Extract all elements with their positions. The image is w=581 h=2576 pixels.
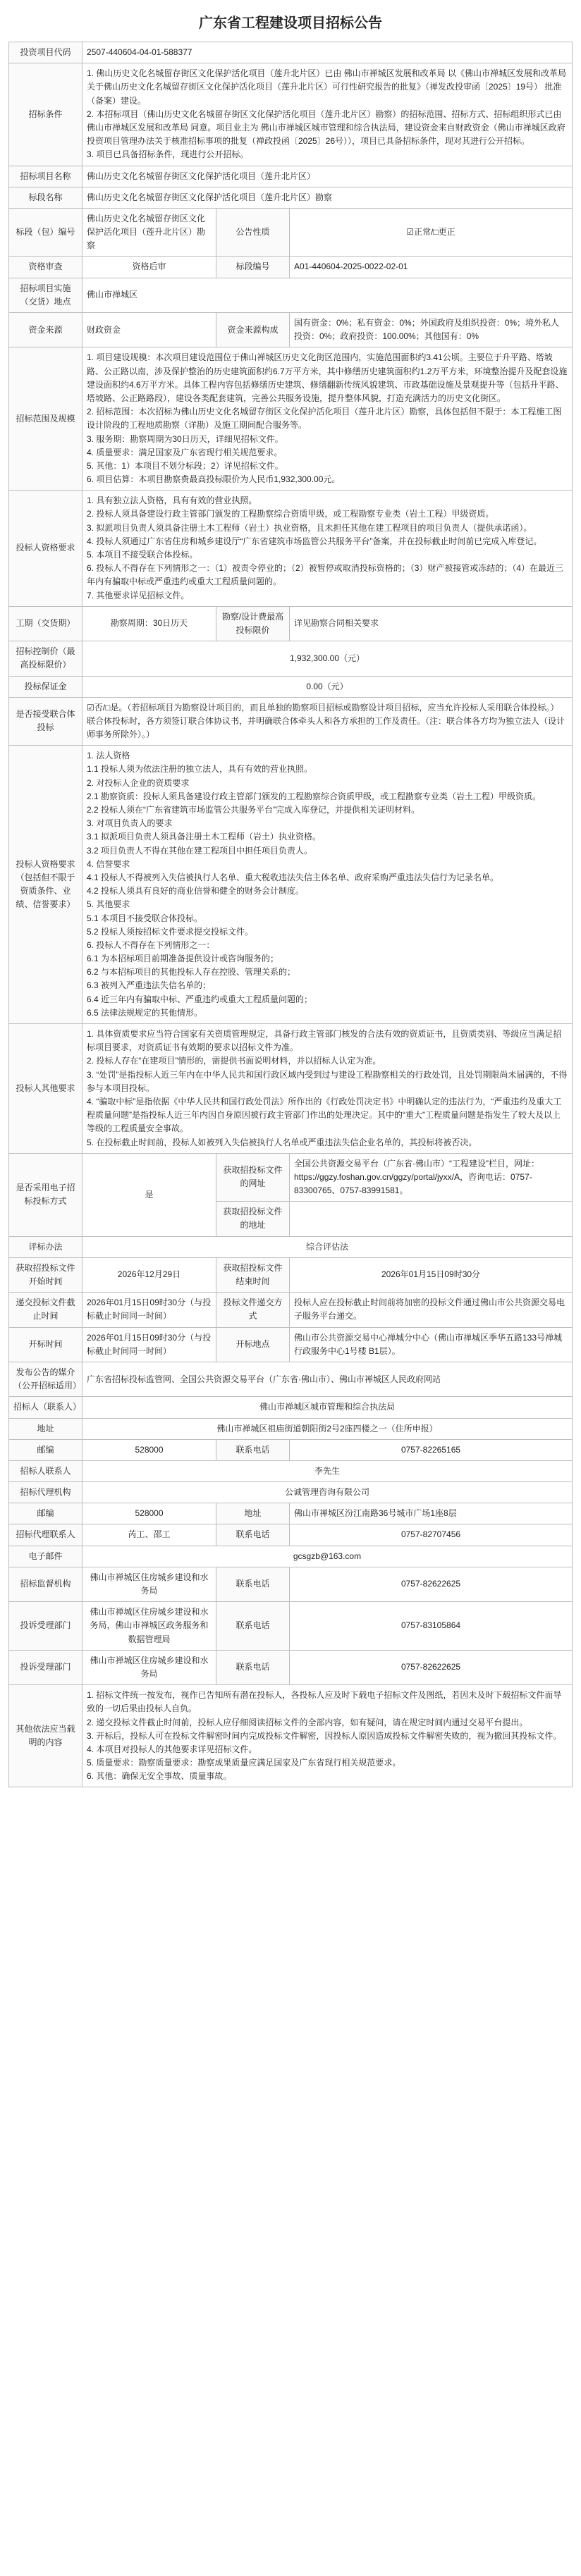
eval-method-label: 评标办法 (9, 1236, 82, 1257)
supervisor-value: 佛山市禅城区住房城乡建设和水务局 (82, 1567, 216, 1601)
design-price-value: 详见勘察合同相关要求 (290, 606, 573, 641)
project-code-label: 投资项目代码 (9, 42, 82, 63)
row-project-code (9, 42, 573, 63)
other-req-label: 投标人其他要求 (9, 1024, 82, 1154)
supervisor-tel-value: 0757-82622625 (290, 1567, 573, 1601)
submit-method-value: 投标人应在投标截止时间前将加密的投标文件通过佛山市公共资源交易电子服务平台递交。 (290, 1293, 573, 1327)
row-agency (9, 1482, 573, 1503)
notice-table (8, 42, 573, 1787)
complaint2-value: 佛山市禅城区住房城乡建设和水务局 (82, 1650, 216, 1684)
media-label: 发布公告的媒介（公开招标适用） (9, 1362, 82, 1396)
page-title: 广东省工程建设项目招标公告 (199, 16, 382, 31)
row-deadline (9, 1293, 573, 1327)
row-period (9, 606, 573, 641)
notice-page (8, 0, 573, 1801)
complaint-label: 投诉受理部门 (9, 1602, 82, 1651)
other-value: 1. 招标文件统一按发布，视作已告知所有潜在投标人，各投标人应及时下载电子招标文件及图纸，若因未及时下载招标文件而导致的一切后果由投标人自负。 2. 递交投标文件截止时间前，投标人应仔细阅读招标文件的全部内容，如有疑问，请在规定时间内通过交易平台提出。 3. 开标后，投标人可在投标文件解密时间内完成投标文件解密，因投标人原因造成投标文件解密失败的，视为撤回其投标文件。 4. 本项目对投标人的其他要求详见招标文件。 5. 质量要求：勘察质量要求：勘察成果质量应满足国家及广东省现行相关规范要求。 6. 其他：确保无安全事故、质量事故。 (82, 1685, 573, 1787)
row-eval-method (9, 1236, 573, 1257)
row-scope (9, 347, 573, 491)
deadline-label: 递交投标文件截止时间 (9, 1293, 82, 1327)
row-tenderer-zip (9, 1439, 573, 1460)
row-tenderer (9, 1397, 573, 1418)
tenderer-addr-label: 地址 (9, 1418, 82, 1439)
supervisor-tel-label: 联系电话 (216, 1567, 290, 1601)
other-label: 其他依法应当载明的内容 (9, 1685, 82, 1787)
row-consortium (9, 697, 573, 746)
section-code-value: A01-440604-2025-0022-02-01 (290, 257, 573, 278)
bidder-req-text-value: 1. 具有独立法人资格，具有有效的营业执照。 2. 投标人须具备建设行政主管部门颁发的工程勘察综合资质甲级，或工程勘察专业类（岩土工程）甲级资质。 3. 拟派项目负责人须具备注册土木工程师（岩土）执业资格，且未担任其他在建工程项目的项目负责人（提供承诺函）。 4. 投标人须通过广东省住房和城乡建设厅“广东省建筑市场监管公共服务平台”备案，并在投标截止时间前已完成入库登记。 5. 本项目不接受联合体投标。 6. 投标人不得存在下列情形之一：（1）被责令停业的；（2）被暂停或取消投标资格的；（3）财产被接管或冻结的；（4）在最近三年内有骗取中标或严重违约或重大工程质量问题的。 7. 其他要求详见招标文件。 (82, 491, 573, 607)
platform2-value (290, 1202, 573, 1236)
agency-tel-value: 0757-82707456 (290, 1524, 573, 1546)
row-qualification-detail (9, 746, 573, 1024)
agency-label: 招标代理机构 (9, 1482, 82, 1503)
scope-value: 1. 项目建设规模：本次项目建设范围位于佛山禅城区历史文化街区范围内，实施范围面积约3.41公顷。主要位于升平路、塔坡路、公正路以南，涉及保护整治的历史建筑面积约6.7万平方米，其中修缮历史建筑面积约1.2万平方米，环境整治提升及配套设施建设面积约4.6万平方米。具体工程内容包括修缮历史建筑、修缮翻新传统风貌建筑、市政基础设施及景观提升等（包括升平路、塔坡路、公正路路段），建设各类配套建筑，完善公共服务设施，提升整体风貌，打造充满活力的历史文化街区。 2. 招标范围：本次招标为佛山历史文化名城留存街区文化保护活化项目（莲升北片区）勘察，具体包括但不限于：本工程施工图设计阶段的工程地质勘察（详勘）及施工期间配合服务等。 3. 服务期：勘察周期为30日历天，详细见招标文件。 4. 质量要求：满足国家及广东省现行相关规范要求。 5. 其他：1）本项目不划分标段；2）详见招标文件。 6. 项目估算：本项目勘察费最高投标限价为人民币1,932,300.00元。 (82, 347, 573, 491)
period-label: 工期（交货期） (9, 606, 82, 641)
period-value: 勘察周期：30日历天 (82, 606, 216, 641)
agency-email-label: 电子邮件 (9, 1546, 82, 1567)
funding-structure-label: 资金来源构成 (216, 313, 290, 347)
complaint-tel-label: 联系电话 (216, 1602, 290, 1651)
section-code-label: 标段编号 (216, 257, 290, 278)
tenderer-addr-value: 佛山市禅城区祖庙街道朝阳街2号2座四楼之一（住所申报） (82, 1418, 573, 1439)
qualification-detail-value: 1. 法人资格 1.1 投标人须为依法注册的独立法人，具有有效的营业执照。 2. 对投标人企业的资质要求 2.1 勘察资质：投标人须具备建设行政主管部门颁发的工程勘察综合资质甲级，或工程勘察专业类（岩土工程）甲级资质。 2.2 投标人须在“广东省建筑市场监管公共服务平台”完成入库登记，并提供相关证明材料。 3. 对项目负责人的要求 3.1 拟派项目负责人须具备注册土木工程师（岩土）执业资格。 3.2 项目负责人不得在其他在建工程项目中担任项目负责人。 4. 信誉要求 4.1 投标人不得被列入失信被执行人名单、重大税收违法失信主体名单、政府采购严重违法失信行为记录名单。 4.2 投标人须具有良好的商业信誉和健全的财务会计制度。 5. 其他要求 5.1 本项目不接受联合体投标。 5.2 投标人须按招标文件要求提交投标文件。 6. 投标人不得存在下列情形之一： 6.1 为本招标项目前期准备提供设计或咨询服务的； 6.2 与本招标项目的其他投标人存在控股、管理关系的； 6.3 被列入严重违法失信名单的； 6.4 近三年内有骗取中标、严重违约或重大工程质量问题的； 6.5 法律法规规定的其他情形。 (82, 746, 573, 1024)
project-name-value: 佛山历史文化名城留存街区文化保护活化项目（莲升北片区） (82, 166, 573, 187)
opening-place-value: 佛山市公共资源交易中心禅城分中心（佛山市禅城区季华五路133号禅城行政服务中心1号楼 B1层）。 (290, 1327, 573, 1362)
row-media (9, 1362, 573, 1396)
agency-value: 公诚管理咨询有限公司 (82, 1482, 573, 1503)
complaint2-label: 投诉受理部门 (9, 1650, 82, 1684)
location-label: 招标项目实施（交货）地点 (9, 278, 82, 312)
doc-end-value: 2026年01月15日09时30分 (290, 1257, 573, 1292)
submit-method-label: 投标文件递交方式 (216, 1293, 290, 1327)
row-project-name (9, 166, 573, 187)
row-doc-time (9, 1257, 573, 1292)
doc-end-label: 获取招投标文件结束时间 (216, 1257, 290, 1292)
deadline-value: 2026年01月15日09时30分（与投标截止时间同一时间） (82, 1293, 216, 1327)
row-complaint-2 (9, 1650, 573, 1684)
tenderer-tel-value: 0757-82265165 (290, 1439, 573, 1460)
row-supervisor (9, 1567, 573, 1601)
qualification-label: 资格审查 (9, 257, 82, 278)
funding-value: 财政资金 (82, 313, 216, 347)
section-no-label: 标段（包）编号 (9, 208, 82, 257)
location-value: 佛山市禅城区 (82, 278, 573, 312)
electronic-label: 是否采用电子招标投标方式 (9, 1153, 82, 1236)
tenderer-zip-label: 邮编 (9, 1439, 82, 1460)
supervisor-label: 招标监督机构 (9, 1567, 82, 1601)
section-no-value: 佛山历史文化名城留存街区文化保护活化项目（莲升北片区）勘察 (82, 208, 216, 257)
tenderer-label: 招标人（联系人） (9, 1397, 82, 1418)
bid-limit-label: 招标控制价（最高投标限价） (9, 641, 82, 676)
row-tenderer-addr (9, 1418, 573, 1439)
row-funding (9, 313, 573, 347)
doc-start-label: 获取招投标文件开始时间 (9, 1257, 82, 1292)
agency-email-value[interactable]: gcsgzb@163.com (82, 1546, 573, 1567)
row-tenderer-contact (9, 1460, 573, 1481)
opening-label: 开标时间 (9, 1327, 82, 1362)
public-nature-value: ☑正常/□更正 (290, 208, 573, 257)
complaint-value: 佛山市禅城区住房城乡建设和水务局，佛山市禅城区政务服务和数据管理局 (82, 1602, 216, 1651)
eval-method-value: 综合评估法 (82, 1236, 573, 1257)
section-name-label: 标段名称 (9, 187, 82, 208)
row-agency-zip (9, 1503, 573, 1524)
row-opening (9, 1327, 573, 1362)
consortium-value: ☑否/□是。（若招标项目为勘察设计项目的，而且单独的勘察项目招标或勘察设计项目招标，应当允许投标人采用联合体投标。） 联合体投标时，各方须签订联合体协议书，并明确联合体牵头人和各方承担的工作及责任。（注：联合体各方均为独立法人（设计师事务所除外）。） (82, 697, 573, 746)
agency-addr-label: 地址 (216, 1503, 290, 1524)
bidder-req-text-label: 投标人资格要求 (9, 491, 82, 607)
media-value: 广东省招标投标监管网、全国公共资源交易平台（广东省·佛山市）、佛山市禅城区人民政府网站 (82, 1362, 573, 1396)
bid-limit-value: 1,932,300.00（元） (82, 641, 573, 676)
guarantee-label: 投标保证金 (9, 676, 82, 697)
agency-zip-value: 528000 (82, 1503, 216, 1524)
section-name-value: 佛山历史文化名城留存街区文化保护活化项目（莲升北片区）勘察 (82, 187, 573, 208)
row-guarantee (9, 676, 573, 697)
funding-label: 资金来源 (9, 313, 82, 347)
scope-label: 招标范围及规模 (9, 347, 82, 491)
design-price-label: 勘察/设计费最高投标限价 (216, 606, 290, 641)
platform-value[interactable]: 全国公共资源交易平台（广东省·佛山市）“工程建设”栏目，网址：https://ggzy.foshan.gov.cn/ggzy/portal/jyxx/A，咨询电话：0757-83300765、0757-83991581。 (290, 1153, 573, 1202)
project-name-label: 招标项目名称 (9, 166, 82, 187)
agency-addr-value: 佛山市禅城区汾江南路36号城市广场1座8层 (290, 1503, 573, 1524)
conditions-value: 1. 佛山历史文化名城留存街区文化保护活化项目（莲升北片区）已由 佛山市禅城区发展和改革局 以《佛山市禅城区发展和改革局关于佛山历史文化名城留存街区文化保护活化项目（莲升北片区）可行性研究报告的批复》（禅发改投审函〔2025〕19号） 批准（备案）建设。 2. 本招标项目（佛山历史文化名城留存街区文化保护活化项目（莲升北片区）勘察）的招标范围、招标方式、招标组织形式已由 佛山市禅城区发展和改革局 同意。项目业主为 佛山市禅城区城市管理和综合执法局，建设资金来自财政资金（佛山市禅城区政府投资项目管理办法关于核准招标事项的批复（禅政投函〔2025〕26号）），项目已具备招标条件，现对其进行公开招标。 3. 项目已具备招标条件，现进行公开招标。 (82, 63, 573, 166)
qualification-value: 资格后审 (82, 257, 216, 278)
tenderer-contact-label: 招标人联系人 (9, 1460, 82, 1481)
tenderer-tel-label: 联系电话 (216, 1439, 290, 1460)
platform2-label: 获取招投标文件的地址 (216, 1202, 290, 1236)
tenderer-value: 佛山市禅城区城市管理和综合执法局 (82, 1397, 573, 1418)
funding-structure-value: 国有资金：0%；私有资金：0%；外国政府及组织投资：0%；境外私人投资：0%；政府投资：100.00%；其他国有：0% (290, 313, 573, 347)
complaint-tel-value: 0757-83105864 (290, 1602, 573, 1651)
conditions-label: 招标条件 (9, 63, 82, 166)
other-req-value: 1. 具体资质要求应当符合国家有关资质管理规定，具备行政主管部门核发的合法有效的资质证书，且资质类别、等级应当满足招标项目要求，对资质证书有效期的要求以招标文件为准。 2. 投标人存在“在建项目”情形的，需提供书面说明材料，并以招标人认定为准。 3. “处罚”是指投标人近三年内在中华人民共和国行政区域内受到过与建设工程勘察相关的行政处罚，且处罚期限尚未届满的，不得参与本项目投标。 4. “骗取中标”是指依据《中华人民共和国行政处罚法》所作出的《行政处罚决定书》中明确认定的违法行为，“严重违约及重大工程质量问题”是指投标人近三年内因自身原因被行政主管部门作出的处理决定。其中的“重大”工程质量问题是指发生了较大及以上等级的工程质量安全事故。 5. 在投标截止时间前，投标人如被列入失信被执行人名单或严重违法失信企业名单的，其投标将被否决。 (82, 1024, 573, 1154)
opening-value: 2026年01月15日09时30分（与投标截止时间同一时间） (82, 1327, 216, 1362)
row-bid-limit (9, 641, 573, 676)
agency-contact-label: 招标代理联系人 (9, 1524, 82, 1546)
row-section-name (9, 187, 573, 208)
complaint2-tel-value: 0757-82622625 (290, 1650, 573, 1684)
row-agency-email (9, 1546, 573, 1567)
row-qualification (9, 257, 573, 278)
agency-contact-value: 芮工、邵工 (82, 1524, 216, 1546)
qualification-detail-label: 投标人资格要求（包括但不限于资质条件、业绩、信誉要求） (9, 746, 82, 1024)
opening-place-label: 开标地点 (216, 1327, 290, 1362)
agency-tel-label: 联系电话 (216, 1524, 290, 1546)
agency-zip-label: 邮编 (9, 1503, 82, 1524)
project-code-value: 2507-440604-04-01-588377 (82, 42, 573, 63)
complaint2-tel-label: 联系电话 (216, 1650, 290, 1684)
row-location (9, 278, 573, 312)
tenderer-zip-value: 528000 (82, 1439, 216, 1460)
public-nature-label: 公告性质 (216, 208, 290, 257)
guarantee-value: 0.00（元） (82, 676, 573, 697)
row-other-req (9, 1024, 573, 1154)
row-section-no (9, 208, 573, 257)
tenderer-contact-value: 李先生 (82, 1460, 573, 1481)
row-complaint (9, 1602, 573, 1651)
row-conditions (9, 63, 573, 166)
row-bidder-req-text (9, 491, 573, 607)
consortium-label: 是否接受联合体投标 (9, 697, 82, 746)
platform-label: 获取招投标文件的网址 (216, 1153, 290, 1202)
electronic-value: 是 (82, 1153, 216, 1236)
row-electronic (9, 1153, 573, 1202)
doc-start-value: 2026年12月29日 (82, 1257, 216, 1292)
row-other (9, 1685, 573, 1787)
row-agency-contact (9, 1524, 573, 1546)
